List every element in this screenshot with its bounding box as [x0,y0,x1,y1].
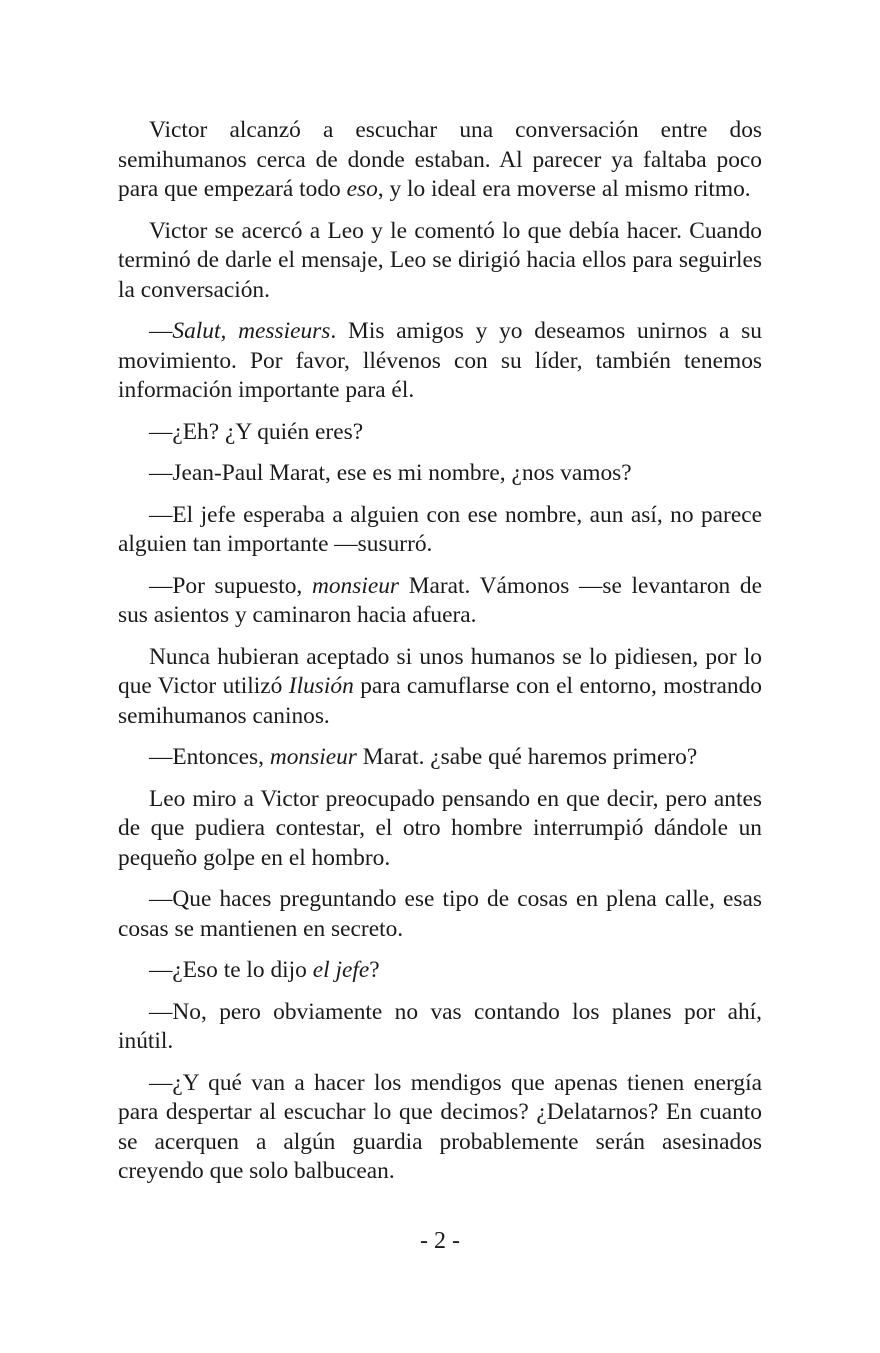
paragraph [118,785,762,874]
text-run: —El jefe esperaba a alguien con ese nombre, aun así, no parece alguien tan importante —susurró. [118,501,762,557]
italic-text-run: eso [346,176,378,202]
text-run: Marat. Vámonos —se levantaron de sus asientos y caminaron hacia afuera. [118,572,762,628]
italic-text-run: Salut, messieurs [172,318,331,344]
italic-text-run: monsieur [269,744,357,770]
text-run: —No, pero obviamente no vas contando los planes por ahí, inútil. [118,998,762,1054]
text-run: — [149,318,173,344]
paragraph [118,116,762,205]
text-run: —Jean-Paul Marat, ese es mi nombre, ¿nos vamos? [149,460,632,486]
paragraph [118,418,762,448]
italic-text-run: el jefe [312,957,370,983]
text-run: Victor se acercó a Leo y le comentó lo que debía hacer. Cuando terminó de darle el mensaje, Leo se dirigió hacia ellos para seguirles la conversación. [118,217,762,303]
italic-text-run: Ilusión [288,673,354,699]
paragraph [118,501,762,560]
paragraph [118,743,762,773]
text-run: Marat. ¿sabe qué haremos primero? [356,744,698,770]
text-run: , y lo ideal era moverse al mismo ritmo. [377,176,751,202]
text-run: —Entonces, [149,744,270,770]
text-run: Nunca hubieran aceptado si unos humanos se lo pidiesen, por lo que Victor utilizó [118,643,762,699]
paragraph [118,459,762,489]
text-run: Victor alcanzó a escuchar una conversación entre dos semihumanos cerca de donde estaban. Al parecer ya faltaba poco para que empezará todo [118,117,762,202]
paragraph [118,572,762,631]
text-run: —¿Y qué van a hacer los mendigos que apenas tienen energía para despertar al escuchar lo que decimos? ¿Delatarnos? En cuanto se acerquen a algún guardia probablemente serán asesinados creyendo que solo balbucean. [118,1069,762,1184]
page-number: - 2 - [420,1228,460,1254]
paragraph [118,1069,762,1187]
paragraph [118,956,762,986]
text-run: para camuflarse con el entorno, mostrando semihumanos caninos. [118,673,762,729]
text-run: —Que haces preguntando ese tipo de cosas en plena calle, esas cosas se mantienen en secreto. [118,886,762,942]
page-body [118,116,762,1199]
text-run: —¿Eh? ¿Y quién eres? [149,418,364,445]
text-run: . Mis amigos y yo deseamos unirnos a su movimiento. Por favor, llévenos con su líder, también tenemos información importante para él. [118,318,762,403]
italic-text-run: monsieur [311,572,400,599]
paragraph [118,217,762,306]
paragraph [118,885,762,944]
paragraph [118,998,762,1057]
text-run: —¿Eso te lo dijo [149,957,313,983]
text-run: ? [369,957,380,983]
paragraph [118,643,762,732]
text-run: Leo miro a Victor preocupado pensando en que decir, pero antes de que pudiera contestar, el otro hombre interrumpió dándole un pequeño golpe en el hombro. [118,785,762,871]
paragraph [118,317,762,406]
text-run: —Por supuesto, [149,572,312,599]
